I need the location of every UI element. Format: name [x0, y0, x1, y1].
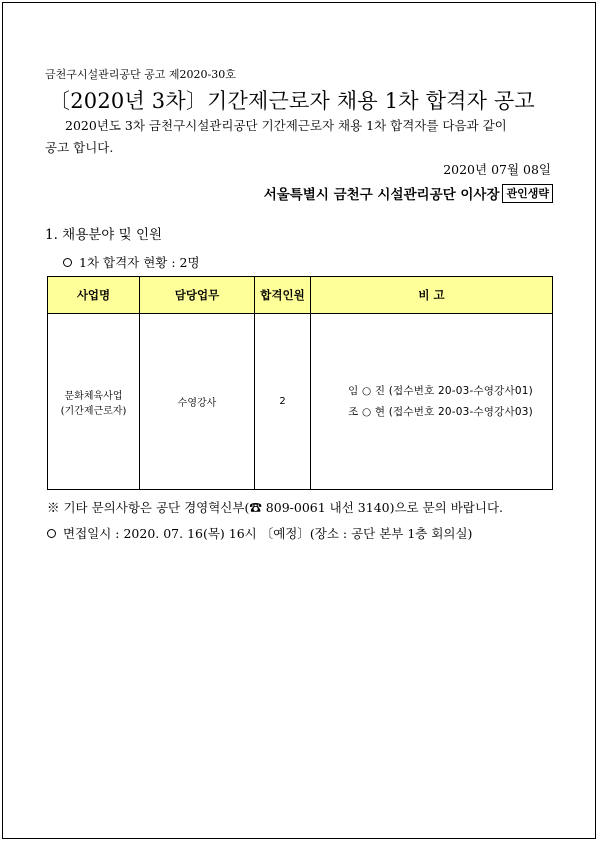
business-name: 문화체육사업: [64, 390, 123, 402]
intro-line-1: 2020년도 3차 금천구시설관리공단 기간제근로자 채용 1차 합격자를 다음과 같이: [65, 118, 507, 133]
issuer-line: [264, 183, 553, 203]
issuer-name: 서울특별시 금천구 시설관리공단 이사장: [263, 187, 500, 203]
section-heading: 1. 채용분야 및 인원: [45, 227, 163, 243]
cell-duty: 수영강사: [140, 314, 255, 490]
inquiry-note: ※ 기타 문의사항은 공단 경영혁신부(☎ 809-0061 내선 3140)으로 문의 바랍니다.: [47, 500, 503, 515]
passer-2: 조 ○ 현 (접수번호 20-03-수영강사03): [348, 405, 533, 418]
seal-omitted-box: 관인생략: [502, 184, 553, 203]
header-business: 사업명: [48, 277, 140, 314]
cell-remarks: [311, 314, 553, 490]
page-title: 〔2020년 3차〕기간제근로자 채용 1차 합격자 공고: [49, 89, 535, 113]
interview-info: [47, 524, 472, 542]
interview-text: 면접일시 : 2020. 07. 16(목) 16시 〔예정〕(장소 : 공단 본부 1층 회의실): [63, 526, 473, 541]
table-row: [48, 314, 553, 490]
business-type: (기간제근로자): [60, 405, 127, 417]
header-duty: 담당업무: [140, 277, 255, 314]
notice-date: 2020년 07월 08일: [443, 162, 551, 177]
header-remarks: 비 고: [311, 277, 553, 314]
header-count: 합격인원: [255, 277, 311, 314]
cell-count: 2: [255, 314, 311, 490]
passers-summary-text: 1차 합격자 현황 : 2명: [79, 255, 200, 270]
table-header-row: [48, 277, 553, 314]
results-table: [47, 276, 553, 490]
document-page: [2, 2, 596, 839]
intro-line-2: 공고 합니다.: [45, 140, 114, 155]
passers-summary: [63, 253, 200, 271]
bullet-circle-icon: [63, 258, 72, 267]
passer-1: 임 ○ 진 (접수번호 20-03-수영강사01): [348, 384, 533, 397]
bullet-circle-icon: [47, 529, 56, 538]
notice-number: 금천구시설관리공단 공고 제2020-30호: [45, 68, 236, 81]
cell-business: [48, 314, 140, 490]
